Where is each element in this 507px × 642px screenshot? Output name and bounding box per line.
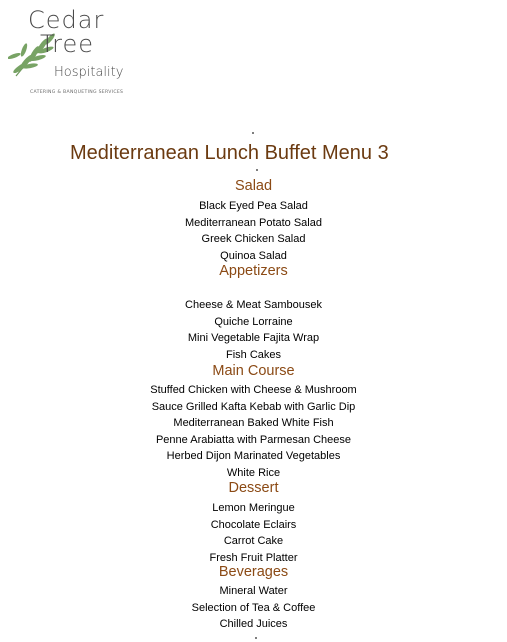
menu-item: Penne Arabiatta with Parmesan Cheese [155,433,352,446]
menu-item: Mini Vegetable Fajita Wrap [187,332,320,344]
logo-line-2: Tree [40,30,95,58]
separator-dot [252,132,254,134]
separator-dot [255,637,257,639]
menu-item: Carrot Cake [223,535,284,547]
menu-item: Mediterranean Potato Salad [185,216,322,229]
menu-item: Herbed Dijon Marinated Vegetables [166,450,341,462]
menu-item: Stuffed Chicken with Cheese & Mushroom [150,384,357,396]
section-heading: Beverages [218,564,289,580]
menu-item: Mineral Water [219,585,288,597]
section-heading: Appetizers [219,263,288,279]
menu-item: Chilled Juices [219,618,288,630]
separator-dot [256,169,258,171]
menu-item: Quiche Lorraine [214,315,293,328]
logo-line-1: Cedar [28,6,105,34]
logo-line-3: Hospitality [54,65,124,80]
menu-item: Lemon Meringue [212,502,295,514]
menu-item: Cheese & Meat Sambousek [185,299,322,311]
section-heading: Dessert [228,480,279,496]
menu-item: Chocolate Eclairs [210,518,297,531]
page-title: Mediterranean Lunch Buffet Menu 3 [70,142,389,164]
menu-item: Quinoa Salad [220,249,287,262]
menu-item: Fresh Fruit Platter [209,551,298,564]
menu-item: Fish Cakes [225,348,282,361]
menu-item: Black Eyed Pea Salad [199,200,308,212]
menu-item: Greek Chicken Salad [201,233,306,245]
section-heading: Main Course [212,363,295,379]
menu-item: Sauce Grilled Kafta Kebab with Garlic Dip [151,400,356,413]
company-logo [8,6,138,98]
menu-item: Mediterranean Baked White Fish [173,417,334,429]
menu-item: White Rice [226,466,281,479]
section-heading: Salad [234,178,273,194]
menu-item: Selection of Tea & Coffee [191,601,316,614]
logo-tagline: CATERING & BANQUETING SERVICES [30,90,124,95]
